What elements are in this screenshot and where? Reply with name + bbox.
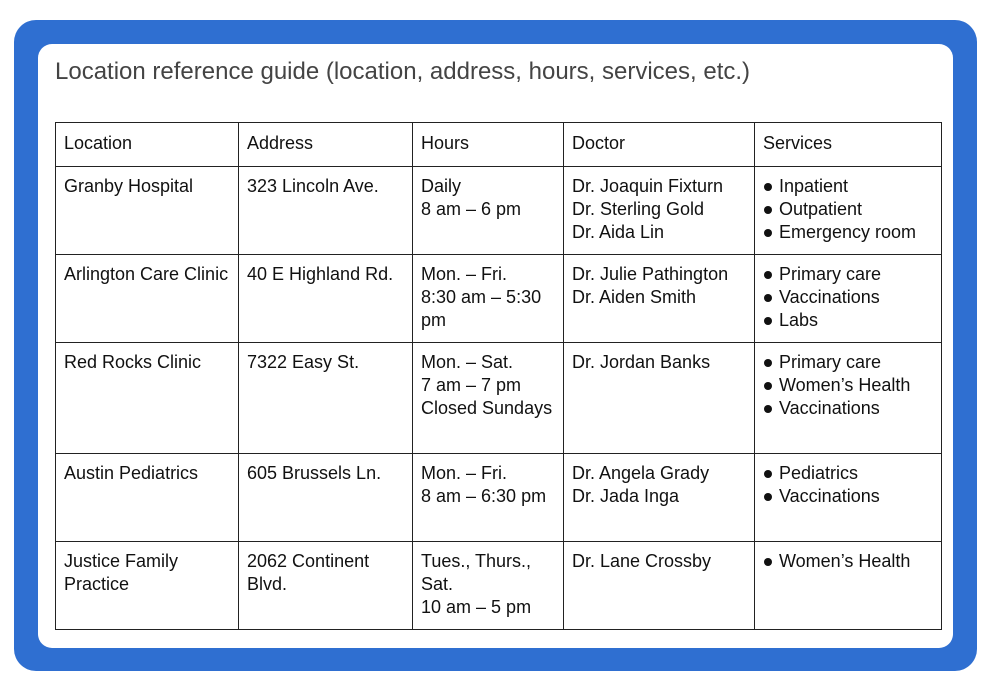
hours-cell [413, 454, 564, 542]
hours-cell [413, 167, 564, 255]
doctor-cell [564, 167, 755, 255]
hours-line: 8 am – 6 pm [421, 199, 522, 219]
location-cell: Arlington Care Clinic [56, 255, 239, 343]
location-cell: Granby Hospital [56, 167, 239, 255]
table-header-row [56, 123, 942, 167]
hours-line: 8:30 am – 5:30 pm [421, 287, 542, 330]
service-item: Pediatrics [763, 462, 933, 485]
page-title: Location reference guide (location, address, hours, services, etc.) [55, 58, 751, 85]
hours-line: 7 am – 7 pm [421, 375, 522, 395]
service-item: Primary care [763, 351, 933, 374]
header-services: Services [755, 123, 942, 167]
table-row [56, 542, 942, 630]
services-list [763, 550, 933, 573]
services-list [763, 263, 933, 332]
doctor-name: Dr. Aida Lin [572, 222, 665, 242]
address-cell: 2062 Continent Blvd. [239, 542, 413, 630]
hours-line: Mon. – Fri. [421, 463, 508, 483]
hours-line: 8 am – 6:30 pm [421, 486, 547, 506]
header-doctor: Doctor [564, 123, 755, 167]
header-location: Location [56, 123, 239, 167]
hours-line: Mon. – Sat. [421, 352, 514, 372]
hours-line: 10 am – 5 pm [421, 597, 532, 617]
hours-cell [413, 255, 564, 343]
location-cell: Austin Pediatrics [56, 454, 239, 542]
header-hours: Hours [413, 123, 564, 167]
services-cell [755, 343, 942, 454]
services-list [763, 462, 933, 508]
service-item: Emergency room [763, 221, 933, 244]
table-row [56, 454, 942, 542]
doctor-name: Dr. Lane Crossby [572, 551, 712, 571]
service-item: Vaccinations [763, 397, 933, 420]
doctor-cell [564, 542, 755, 630]
location-table [55, 122, 942, 630]
hours-line: Daily [421, 176, 462, 196]
doctor-name: Dr. Sterling Gold [572, 199, 705, 219]
service-item: Primary care [763, 263, 933, 286]
services-cell [755, 255, 942, 343]
document-card [38, 44, 953, 648]
hours-line: Tues., Thurs., Sat. [421, 551, 532, 594]
service-item: Women’s Health [763, 374, 933, 397]
doctor-name: Dr. Angela Grady [572, 463, 710, 483]
services-cell [755, 167, 942, 255]
table-row [56, 343, 942, 454]
services-list [763, 175, 933, 244]
service-item: Women’s Health [763, 550, 933, 573]
doctor-name: Dr. Jordan Banks [572, 352, 711, 372]
address-cell: 7322 Easy St. [239, 343, 413, 454]
doctor-name: Dr. Aiden Smith [572, 287, 697, 307]
header-address: Address [239, 123, 413, 167]
table-row [56, 167, 942, 255]
address-cell: 40 E Highland Rd. [239, 255, 413, 343]
service-item: Inpatient [763, 175, 933, 198]
location-cell: Justice Family Practice [56, 542, 239, 630]
doctor-name: Dr. Jada Inga [572, 486, 680, 506]
services-cell [755, 542, 942, 630]
table-row [56, 255, 942, 343]
service-item: Labs [763, 309, 933, 332]
doctor-cell [564, 255, 755, 343]
location-cell: Red Rocks Clinic [56, 343, 239, 454]
blue-frame [14, 20, 977, 671]
doctor-cell [564, 343, 755, 454]
services-cell [755, 454, 942, 542]
doctor-cell [564, 454, 755, 542]
services-list [763, 351, 933, 420]
hours-line: Mon. – Fri. [421, 264, 508, 284]
service-item: Vaccinations [763, 485, 933, 508]
hours-cell [413, 542, 564, 630]
service-item: Vaccinations [763, 286, 933, 309]
doctor-name: Dr. Julie Pathington [572, 264, 729, 284]
service-item: Outpatient [763, 198, 933, 221]
hours-line: Closed Sundays [421, 398, 553, 418]
doctor-name: Dr. Joaquin Fixturn [572, 176, 724, 196]
address-cell: 605 Brussels Ln. [239, 454, 413, 542]
hours-cell [413, 343, 564, 454]
address-cell: 323 Lincoln Ave. [239, 167, 413, 255]
